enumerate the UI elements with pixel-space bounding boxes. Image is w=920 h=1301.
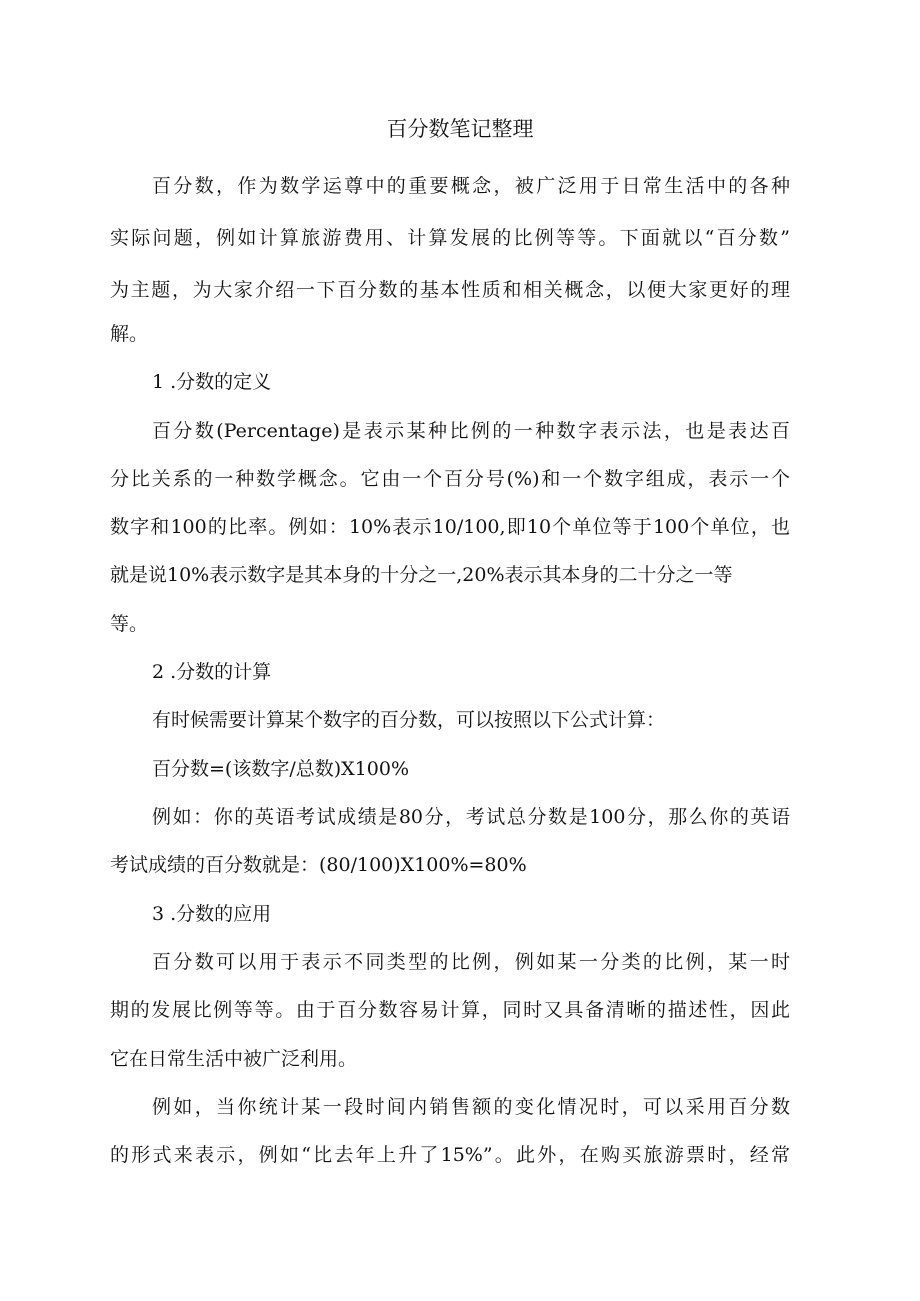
paragraph-line: 期的发展比例等等。由于百分数容易计算，同时又具备清晰的描述性，因此 [110,999,790,1021]
intro-line: 为主题，为大家介绍一下百分数的基本性质和相关概念，以便大家更好的理 [110,279,790,301]
intro-line: 百分数，作为数学运尊中的重要概念，被广泛用于日常生活中的各种 [152,175,790,197]
paragraph-line: 有时候需要计算某个数字的百分数，可以按照以下公式计算： [152,709,666,731]
intro-line: 解。 [110,323,149,345]
paragraph-line: 百分数(Percentage)是表示某种比例的一种数字表示法，也是表达百 [152,420,790,442]
section-heading: 1 .分数的定义 [152,371,272,393]
paragraph-line: 例如：你的英语考试成绩是80分，考试总分数是100分，那么你的英语 [152,806,790,828]
paragraph-line: 百分数可以用于表示不同类型的比例，例如某一分类的比例，某一时 [152,951,790,973]
intro-line: 实际问题，例如计算旅游费用、计算发展的比例等等。下面就以“百分数” [110,227,790,249]
paragraph-line: 它在日常生活中被广泛利用。 [110,1048,358,1070]
paragraph-line: 就是说10%表示数字是其本身的十分之一,20%表示其本身的二十分之一等 [110,564,733,586]
paragraph-line: 数字和100的比率。例如：10%表示10/100,即10个单位等于100个单位，也 [110,516,790,538]
paragraph-line: 分比关系的一种数学概念。它由一个百分号(%)和一个数字组成，表示一个 [110,468,790,490]
section-heading: 2 .分数的计算 [152,661,272,683]
section-heading: 3 .分数的应用 [152,903,272,925]
paragraph-line: 的形式来表示，例如“比去年上升了15%”。此外，在购买旅游票时，经常 [110,1144,790,1166]
paragraph-line: 等。 [110,613,149,635]
document-title: 百分数笔记整理 [386,117,534,141]
formula-line: 百分数=(该数字/总数)X100% [152,758,409,780]
paragraph-line: 考试成绩的百分数就是：(80/100)X100%=80% [110,854,527,876]
paragraph-line: 例如，当你统计某一段时间内销售额的变化情况时，可以采用百分数 [152,1096,790,1118]
